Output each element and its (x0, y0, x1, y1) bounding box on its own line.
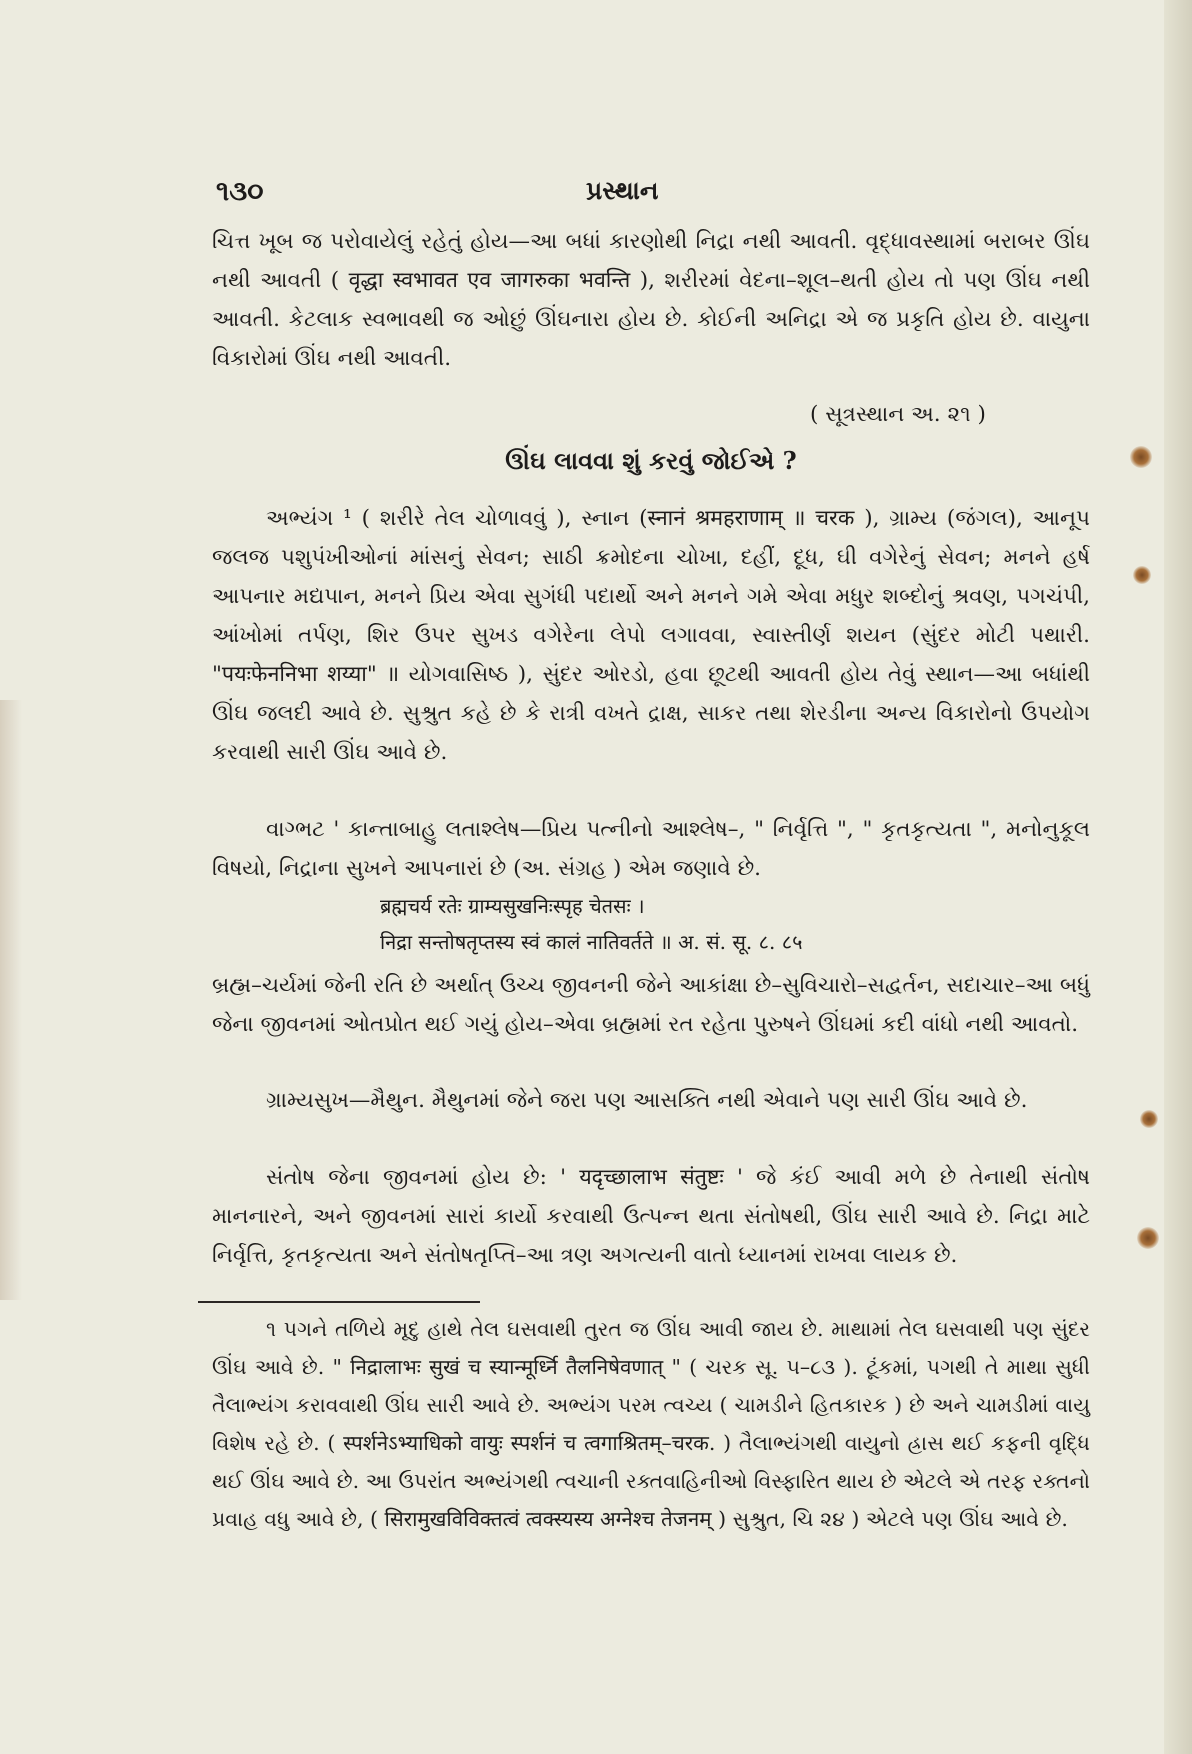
running-head: પ્રસ્થાન (586, 176, 659, 205)
sanskrit-verse-line-2: निद्रा सन्तोषतृप्तस्य स्वं कालं नातिवर्तते ॥ अ. सं. सू. ८. ८५ (380, 930, 803, 954)
page-header (216, 176, 1086, 216)
paragraph-5: ગ્રામ્યસુખ—મૈથુન. મૈથુનમાં જેને જરા પણ આસક્તિ નથી એવાને પણ સારી ઊંઘ આવે છે. (266, 1088, 1028, 1113)
section-heading: ઊંઘ લાવવા શું કરવું જોઈએ ? (505, 446, 797, 475)
footnote-divider (198, 1301, 480, 1303)
paragraph-6: સંતોષ જેના જીવનમાં હોય છે: ' यदृच्छालाभ संतुष्टः ' જે કંઈ આવી મળે છે તેનાથી સંતોષ માનનારને, અને જીવનમાં સારાં કાર્યો કરવાથી ઉત્પન્ન થતા સંતોષથી, ઊંઘ સારી આવે છે. નિદ્રા માટે નિર્વૃત્તિ, કૃતકૃત્યતા અને સંતોષતૃપ્તિ–આ ત્રણ અગત્યની વાતો ધ્યાનમાં રાખવા લાયક છે. (212, 1165, 1090, 1268)
paragraph-1: ચિત્ત ખૂબ જ પરોવાયેલું રહેતું હોય—આ બધાં કારણોથી નિદ્રા નથી આવતી. વૃદ્ધાવસ્થામાં બરાબર ઊંઘ નથી આવતી ( वृद्धा स्वभावत एव जागरुका भवन्ति ), શરીરમાં વેદના–શૂલ–થતી હોય તો પણ ઊંઘ નથી આવતી. કેટલાક સ્વભાવથી જ ઓછું ઊંઘનારા હોય છે. કોઈની અનિદ્રા એ જ પ્રકૃતિ હોય છે. વાયુના વિકારોમાં ઊંઘ નથી આવતી. (212, 229, 1090, 371)
source-reference: ( સૂત્રસ્થાન અ. ૨૧ ) (810, 402, 986, 427)
footnote: ૧ પગને તળિયે મૃદુ હાથે તેલ ઘસવાથી તુરત જ ઊંઘ આવી જાય છે. માથામાં તેલ ઘસવાથી પણ સુંદર ઊંઘ આવે છે. " निद्रालाभः सुखं च स्यान्मूर्ध्नि तैलनिषेवणात् " ( ચરક સૂ. ૫–૮૩ ). ટૂંકમાં, પગથી તે માથા સુધી તૈલાભ્યંગ કરાવવાથી ઊંઘ સારી આવે છે. અભ્યંગ પરમ ત્વચ્ય ( ચામડીને હિતકારક ) છે અને ચામડીમાં વાયુ વિશેષ રહે છે. ( स्पर्शनेऽभ्याधिको वायुः स्पर्शनं च त्वगाश्रितम्–चरक. ) તૈલાભ્યંગથી વાયુનો હ્રાસ થઈ કફની વૃદ્ધિ થઈ ઊંઘ આવે છે. આ ઉપરાંત અભ્યંગથી ત્વચાની રક્તવાહિનીઓ વિસ્ફારિત થાય છે એટલે એ તરફ રક્તનો પ્રવાહ વધુ આવે છે, ( सिरामुखविविक्तत्वं त्वक्स्यस्य अग्नेश्च तेजनम् ) સુશ્રુત, ચિ ૨૪ ) એટલે પણ ઊંઘ આવે છે. (212, 1317, 1090, 1531)
page-number: ૧૩૦ (216, 176, 264, 207)
paragraph-3: વાગ્ભટ ' કાન્તાબાહુ લતાશ્લેષ—પ્રિય પત્નીનો આશ્લેષ–, " નિર્વૃત્તિ ", " કૃતકૃત્યતા ", મનોનુકૂલ વિષયો, નિદ્રાના સુખને આપનારાં છે (અ. સંગ્રહ ) એમ જણાવે છે. (212, 817, 1090, 881)
paragraph-2: અભ્યંગ ¹ ( શરીરે તેલ ચોળાવવું ), સ્નાન (स्नानं श्रमहराणाम् ॥ चरक ), ગ્રામ્ય (જંગલ), આનૂપ જલજ પશુપંખીઓનાં માંસનું સેવન; સાઠી ક્રમોદના ચોખા, દહીં, દૂધ, ઘી વગેરેનું સેવન; મનને હર્ષ આપનાર મદ્યપાન, મનને પ્રિય એવા સુગંધી પદાર્થો અને મનને ગમે એવા મધુર શબ્દોનું શ્રવણ, પગચંપી, આંખોમાં તર્પણ, શિર ઉપર સુખડ વગેરેના લેપો લગાવવા, સ્વાસ્તીર્ણ શયન (સુંદર મોટી પથારી. "पयःफेननिभा शय्या" ॥ યોગવાસિષ્ઠ ), સુંદર ઓરડો, હવા છૂટથી આવતી હોય તેવું સ્થાન—આ બધાંથી ઊંઘ જલદી આવે છે. સુશ્રુત કહે છે કે રાત્રી વખતે દ્રાક્ષ, સાકર તથા શેરડીના અન્ય વિકારોનો ઉપયોગ કરવાથી સારી ઊંઘ આવે છે. (212, 506, 1090, 765)
paragraph-4: બ્રહ્મ–ચર્યમાં જેની રતિ છે અર્થાત્ ઉચ્ચ જીવનની જેને આકાંક્ષા છે–સુવિચારો–સદ્વર્તન, સદાચાર–આ બધું જેના જીવનમાં ઓતપ્રોત થઈ ગયું હોય–એવા બ્રહ્મમાં રત રહેતા પુરુષને ઊંઘમાં કદી વાંધો નથી આવતો. (212, 973, 1090, 1037)
sanskrit-verse-line-1: ब्रह्मचर्य रतेः ग्राम्यसुखनिःस्पृह चेतसः । (380, 894, 645, 918)
